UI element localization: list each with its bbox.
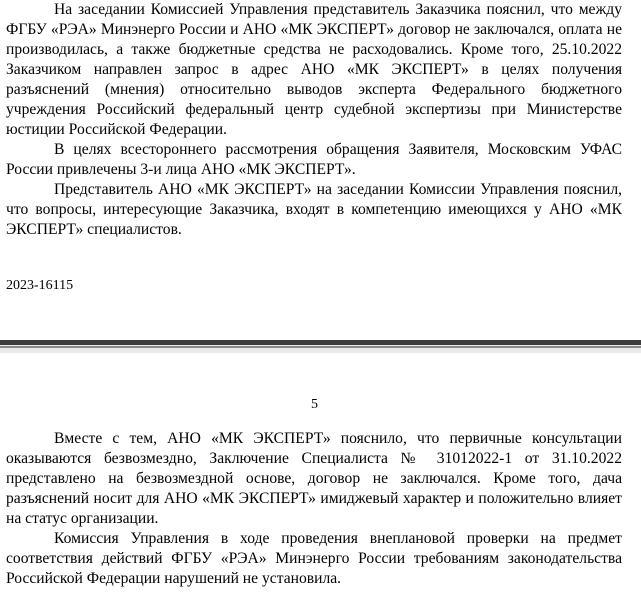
separator-dark-band (0, 340, 641, 345)
paragraph: На заседании Комиссией Управления представитель Заказчика пояснил, что между ФГБУ «РЭА» Минэнерго России и АНО «МК ЭКСПЕРТ» договор не заключался, оплата не производилась, а также бюджетные средства не расходовались. Кроме того, 25.10.2022 Заказчиком направлен запрос в адрес АНО «МК ЭКСПЕРТ» в целях получения разъяснений (мнения) относительно выводов эксперта Федерального бюджетного учреждения Российский федеральный центр судебной экспертизы при Министерстве юстиции Российской Федерации. (6, 1, 622, 138)
paragraph: Представитель АНО «МК ЭКСПЕРТ» на заседании Комиссии Управления пояснил, что вопросы, интересующие Заказчика, входят в компетенцию имеющихся у АНО «МК ЭКСПЕРТ» специалистов. (6, 181, 622, 238)
document-number: 2023-16115 (6, 278, 74, 293)
separator-line (0, 346, 641, 348)
paragraph: Вместе с тем, АНО «МК ЭКСПЕРТ» пояснило, что первичные консультации оказываются безвозмездно, Заключение Специалиста № 31012022-1 от 31.10.2022 представлено на безвозмездной основе, договор не заключался. Кроме того, дача разъяснений носит для АНО «МК ЭКСПЕРТ» имиджевый характер и положительно влияет на статус организации. (6, 430, 622, 527)
page-body (0, 429, 641, 589)
document-page-bottom (0, 353, 641, 593)
paragraph: Комиссия Управления в ходе проведения внеплановой проверки на предмет соответствия действий ФГБУ «РЭА» Минэнерго России требованиям законодательства Российской Федерации нарушений не установила. (6, 530, 622, 587)
page-separator (0, 340, 641, 353)
page-number: 5 (311, 397, 318, 412)
paragraph: В целях всестороннего рассмотрения обращения Заявителя, Московским УФАС России привлечены 3-и лица АНО «МК ЭКСПЕРТ». (6, 141, 622, 178)
